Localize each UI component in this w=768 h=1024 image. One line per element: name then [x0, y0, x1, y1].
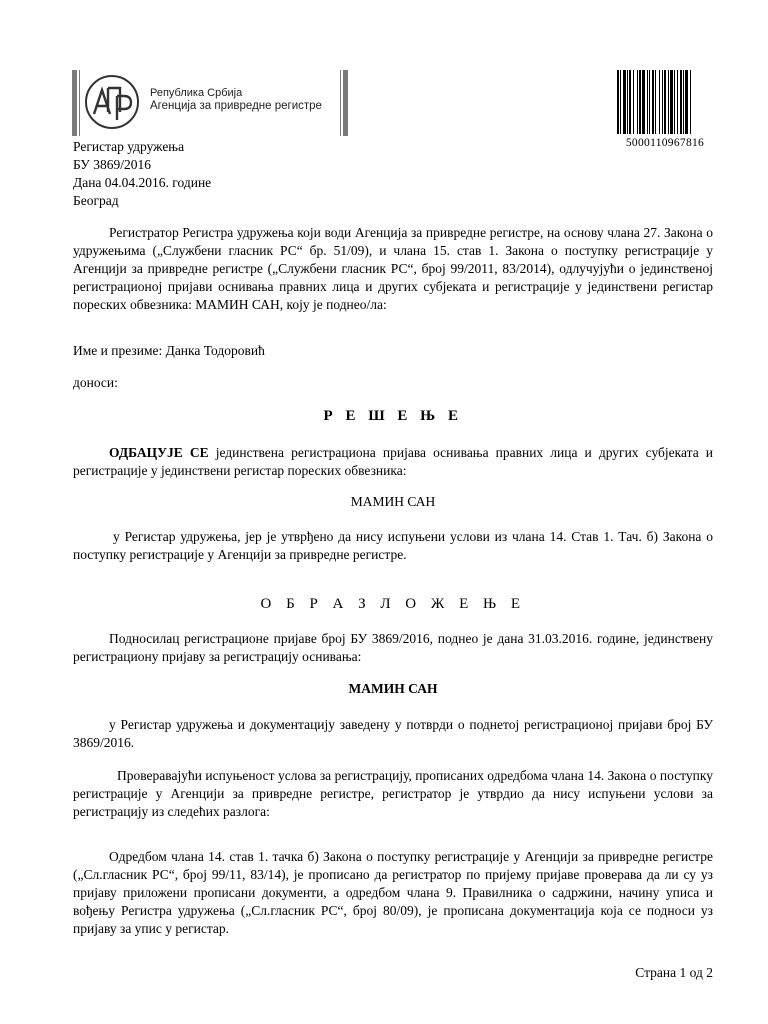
- barcode-number: 5000110967816: [625, 137, 705, 149]
- explanation-p4: Одредбом члана 14. став 1. тачка б) Закона о поступку регистрације у Агенцији за привредне регистре („Сл.гласник РС“, број 99/11, 83/14), је прописано да регистратор по пријему пријаве проверава да ли су уз пријаву приложени прописани документи, а одредбом члана 9. Правилника о садржини, начину уписа и вођењу Регистра удружења („Сл.гласник РС“, број 80/09), је прописана документација која се подноси уз пријаву за упис у регистар.: [73, 849, 713, 936]
- logo-frame-left: [72, 70, 77, 136]
- decision-reason: у Регистар удружења, јер је утврђено да нису испуњени услови из члана 14. Став 1. Тач. б) Закона о поступку регистрације у Агенцији за привредне регистре.: [73, 529, 713, 562]
- city: Београд: [73, 193, 119, 208]
- explanation-p2: у Регистар удружења и документацију заведену у потврди о поднетој регистрационој пријави број БУ 3869/2016.: [73, 717, 713, 750]
- logo-frame-right: [343, 70, 348, 136]
- logo-frame-right-thin: [340, 70, 341, 136]
- logo-line2: Агенција за привредне регистре: [150, 100, 322, 112]
- logo-frame-left-thin: [79, 70, 80, 136]
- decision-title: Р Е Ш Е Њ Е: [323, 408, 463, 424]
- donosi-label: доноси:: [73, 375, 118, 390]
- case-number: БУ 3869/2016: [73, 157, 151, 172]
- document-date: Дана 04.04.2016. године: [73, 175, 212, 190]
- decision-lead: ОДБАЦУЈЕ СЕ: [109, 445, 209, 460]
- logo-line1: Република Србија: [150, 87, 243, 99]
- decision-text: јединствена регистрациона пријава оснивања правних лица и других субјеката и регистрације у јединствени регистар пореских обвезника:: [73, 445, 713, 478]
- register-name: Регистар удружења: [73, 139, 185, 154]
- barcode: [617, 70, 712, 134]
- explanation-entity: МАМИН САН: [348, 681, 438, 696]
- explanation-p3: Проверавајући испуњеност услова за регистрацију, прописаних одредбома члана 14. Закона о поступку регистрације у Агенцији за привредне регистре, регистратор је утврдио да нису испуњени услови за регистрацију из следећих разлога:: [73, 768, 713, 819]
- decision-entity: МАМИН САН: [350, 494, 436, 509]
- applicant: Име и презиме: Данка Тодоровић: [73, 343, 265, 358]
- page-number: Страна 1 од 2: [635, 965, 713, 980]
- explanation-title: О Б Р А З Л О Ж Е Њ Е: [260, 596, 526, 612]
- intro-paragraph: Регистратор Регистра удружења који води Агенција за привредне регистре, на основу члана 27. Закона о удружењима („Службени гласник РС“ бр. 51/09), и члана 15. став 1. Закона о поступку регистрације у Агенцији за привредне регистре („Службени гласник РС“, број 99/2011, 83/2014), одлучујући о јединственој регистрационој пријави оснивања правних лица и других субјеката и регистрације у јединствени регистар пореских обвезника: МАМИН САН, коју је поднео/ла:: [73, 225, 713, 312]
- decision-paragraph: [73, 444, 713, 480]
- explanation-p1: Подносилац регистрационе пријаве број БУ 3869/2016, поднео је дана 31.03.2016. године, јединствену регистрациону пријаву за регистрацију оснивања:: [73, 631, 713, 664]
- apr-logo-icon: [84, 74, 140, 130]
